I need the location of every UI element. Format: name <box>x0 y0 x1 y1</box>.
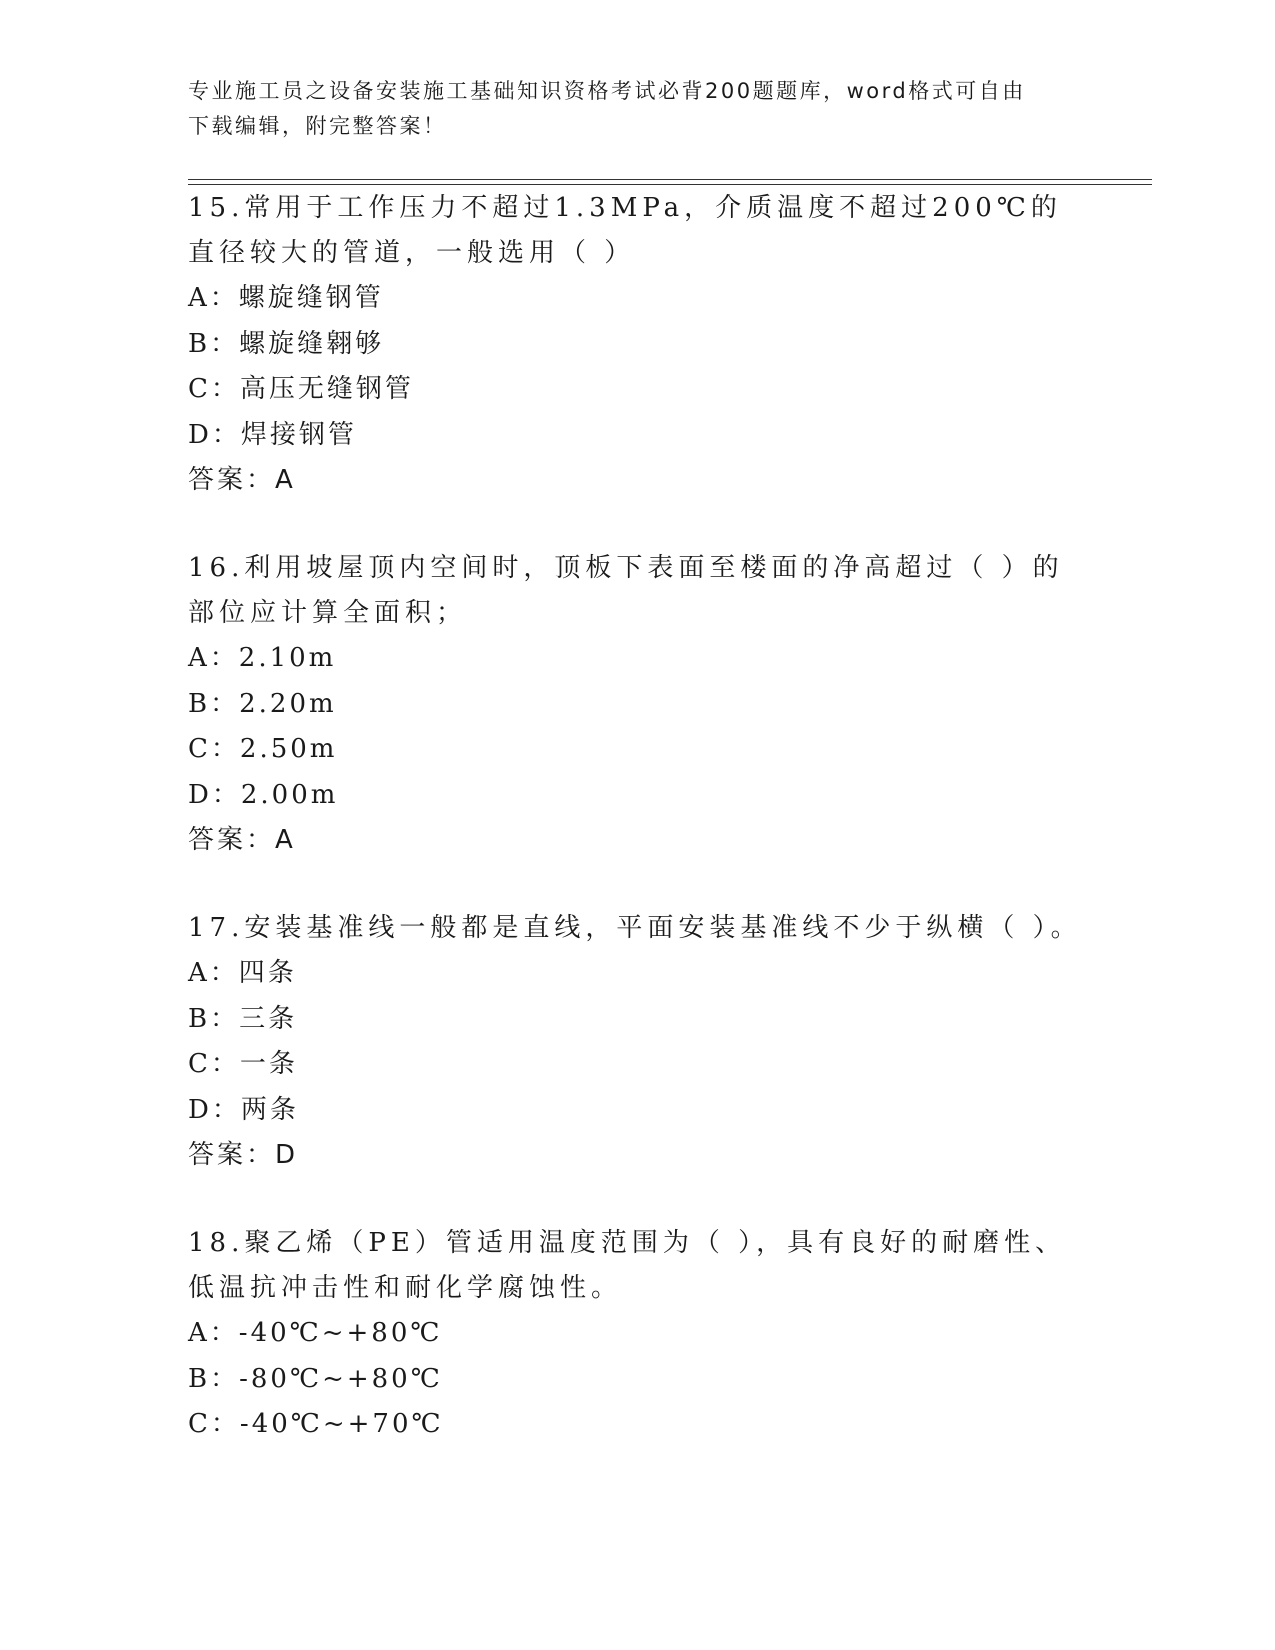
option-a <box>188 951 1088 997</box>
question-18 <box>188 1221 1088 1448</box>
option-key: D： <box>188 419 241 450</box>
option-b <box>188 322 1088 368</box>
question-stem: 17.安装基准线一般都是直线，平面安装基准线不少于纵横（ ）。 <box>188 913 1082 943</box>
option-d <box>188 1088 1088 1134</box>
header-line-1: 专业施工员之设备安装施工基础知识资格考试必背200题题库，word格式可自由 <box>188 79 1026 103</box>
option-c <box>188 367 1088 413</box>
header-line-2: 下载编辑，附完整答案！ <box>188 114 447 138</box>
question-stem: 15.常用于工作压力不超过1.3MPa，介质温度不超过200℃的直径较大的管道，一般选用（ ） <box>188 193 1062 268</box>
option-key: A： <box>188 283 239 313</box>
option-text: 2.50m <box>239 734 338 764</box>
header-divider-top <box>188 179 1152 180</box>
question-stem: 16.利用坡屋顶内空间时，顶板下表面至楼面的净高超过（ ）的部位应计算全面积； <box>188 553 1064 628</box>
option-key: D： <box>188 1094 241 1125</box>
option-key: B： <box>188 328 240 359</box>
option-d <box>188 773 1088 819</box>
option-d <box>188 413 1088 459</box>
option-key: D： <box>188 779 241 810</box>
answer-line: 答案：D <box>188 1140 299 1170</box>
option-text: 螺旋缝翱够 <box>239 328 385 359</box>
option-text: -40℃~+70℃ <box>239 1409 444 1439</box>
question-stem: 18.聚乙烯（PE）管适用温度范围为（ ），具有良好的耐磨性、低温抗冲击性和耐化学腐蚀性。 <box>188 1228 1067 1303</box>
option-text: 一条 <box>239 1049 298 1079</box>
question-15 <box>188 186 1088 504</box>
answer-line: 答案：A <box>188 825 296 855</box>
option-key: C： <box>188 734 240 764</box>
option-b <box>188 997 1088 1043</box>
option-key: A： <box>188 1318 239 1348</box>
option-text: -80℃~+80℃ <box>239 1363 443 1394</box>
option-text: 高压无缝钢管 <box>239 374 414 404</box>
option-a <box>188 636 1088 682</box>
option-c <box>188 727 1088 773</box>
option-text: 两条 <box>240 1094 299 1125</box>
option-text: 螺旋缝钢管 <box>238 283 384 313</box>
option-key: C： <box>188 1409 240 1439</box>
option-text: 2.10m <box>238 643 337 673</box>
option-key: B： <box>188 688 240 719</box>
option-text: 2.20m <box>239 688 337 719</box>
option-a <box>188 1311 1088 1357</box>
option-key: A： <box>188 643 239 673</box>
question-16 <box>188 546 1088 864</box>
option-text: 焊接钢管 <box>240 419 357 450</box>
option-b <box>188 682 1088 728</box>
document-header <box>188 74 1088 144</box>
option-key: A： <box>188 958 239 988</box>
option-key: B： <box>188 1003 240 1034</box>
option-key: C： <box>188 1049 240 1079</box>
option-text: -40℃~+80℃ <box>238 1318 443 1348</box>
question-17 <box>188 906 1088 1179</box>
option-text: 三条 <box>239 1003 298 1034</box>
option-c <box>188 1402 1088 1448</box>
option-b <box>188 1357 1088 1403</box>
option-key: C： <box>188 374 240 404</box>
header-divider-bottom <box>188 184 1152 185</box>
option-a <box>188 276 1088 322</box>
option-text: 四条 <box>238 958 297 988</box>
option-text: 2.00m <box>240 779 339 810</box>
option-key: B： <box>188 1363 240 1394</box>
answer-line: 答案：A <box>188 465 296 495</box>
option-c <box>188 1042 1088 1088</box>
